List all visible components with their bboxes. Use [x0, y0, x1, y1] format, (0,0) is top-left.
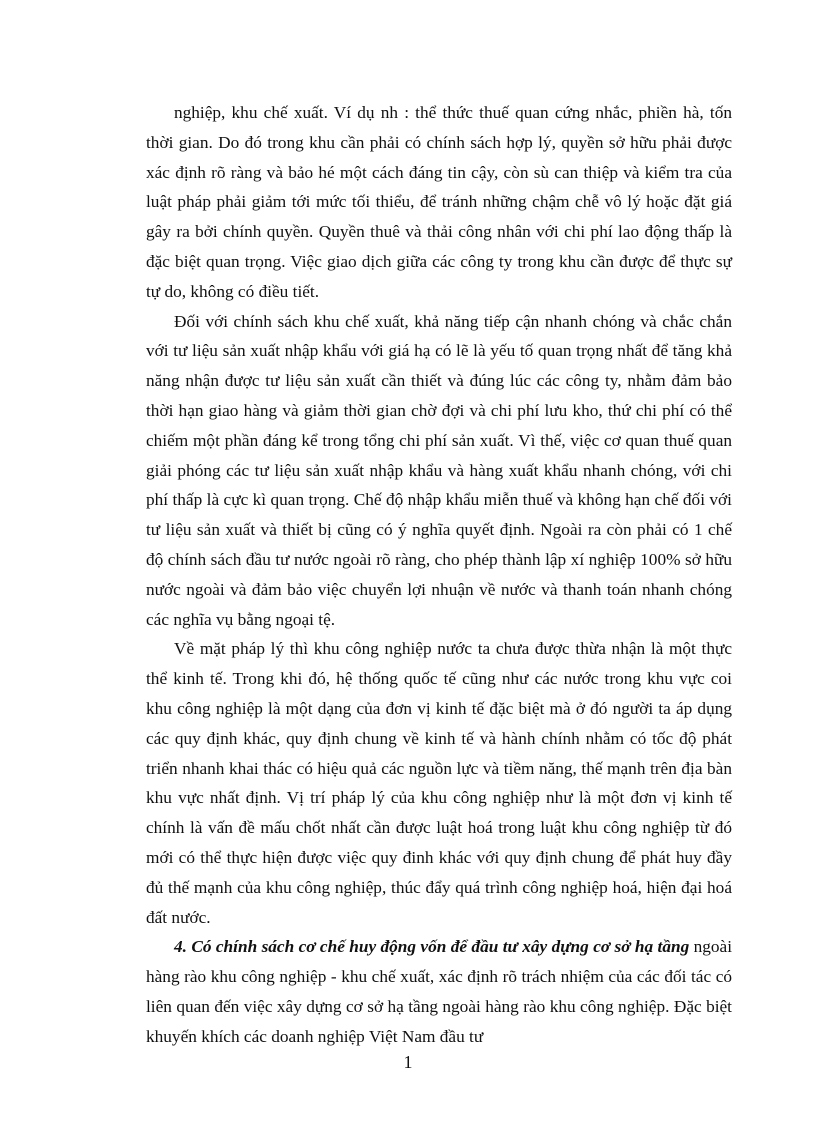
paragraph-4-text: ngoài hàng rào khu công nghiệp - khu chế xuất, xác định rõ trách nhiệm của các đối tác có liên quan đến việc xây dựng cơ sở hạ tầng ngoài hàng rào khu công nghiệp. Đặc biệt khuyến khích các doanh nghiệp Việt Nam đầu tư — [146, 937, 732, 1046]
section-heading-4: 4. Có chính sách cơ chế huy động vốn để đầu tư xây dựng cơ sở hạ tầng — [174, 937, 690, 957]
page-number: 1 — [403, 1052, 413, 1072]
body-text — [146, 98, 732, 1052]
paragraph-1: nghiệp, khu chế xuất. Ví dụ nh : thể thức thuế quan cứng nhắc, phiền hà, tốn thời gian. Do đó trong khu cần phải có chính sách hợp lý, quyền sở hữu phải được xác định rõ ràng và bảo hé một cách đáng tin cậy, còn sù can thiệp và kiểm tra của luật pháp phải giảm tới mức tối thiểu, để tránh những chậm chễ vô lý hoặc đặt giá gây ra bởi chính quyền. Quyền thuê và thải công nhân với chi phí lao động thấp là đặc biệt quan trọng. Việc giao dịch giữa các công ty trong khu cần được để thực sự tự do, không có điều tiết. — [146, 103, 732, 301]
paragraph-2: Đối với chính sách khu chế xuất, khả năng tiếp cận nhanh chóng và chắc chắn với tư liệu sản xuất nhập khẩu với giá hạ có lẽ là yếu tố quan trọng nhất để tăng khả năng nhận được tư liệu sản xuất cần thiết và đúng lúc các công ty, nhằm đảm bảo thời hạn giao hàng và giảm thời gian chờ đợi và chi phí lưu kho, thứ chi phí có thể chiếm một phần đáng kể trong tổng chi phí sản xuất. Vì thế, việc cơ quan thuế quan giải phóng các tư liệu sản xuất nhập khẩu và hàng xuất khẩu nhanh chóng, với chi phí thấp là cực kì quan trọng. Chế độ nhập khẩu miễn thuế và không hạn chế đối với tư liệu sản xuất và thiết bị cũng có ý nghĩa quyết định. Ngoài ra còn phải có 1 chế độ chính sách đầu tư nước ngoài rõ ràng, cho phép thành lập xí nghiệp 100% sở hữu nước ngoài và đảm bảo việc chuyển lợi nhuận về nước và thanh toán nhanh chóng các nghĩa vụ bằng ngoại tệ. — [146, 311, 732, 629]
paragraph-3: Về mặt pháp lý thì khu công nghiệp nước ta chưa được thừa nhận là một thực thể kinh tế. Trong khi đó, hệ thống quốc tế cũng như các nước trong khu vực coi khu công nghiệp là một dạng của đơn vị kinh tế đặc biệt mà ở đó người ta áp dụng các quy định khác, quy định chung về kinh tế và hành chính nhằm có tốc độ phát triển nhanh khai thác có hiệu quả các nguồn lực và tiềm năng, thế mạnh trên địa bàn khu vực nhất định. Vị trí pháp lý của khu công nghiệp như là một đơn vị kinh tế chính là vấn đề mấu chốt nhất cần được luật hoá trong luật khu công nghiệp từ đó mới có thể thực hiện được việc quy đinh khác với quy định chung để phát huy đầy đủ thế mạnh của khu công nghiệp, thúc đẩy quá trình công nghiệp hoá, hiện đại hoá đất nước. — [146, 639, 732, 927]
paragraph-4 — [146, 932, 732, 1051]
